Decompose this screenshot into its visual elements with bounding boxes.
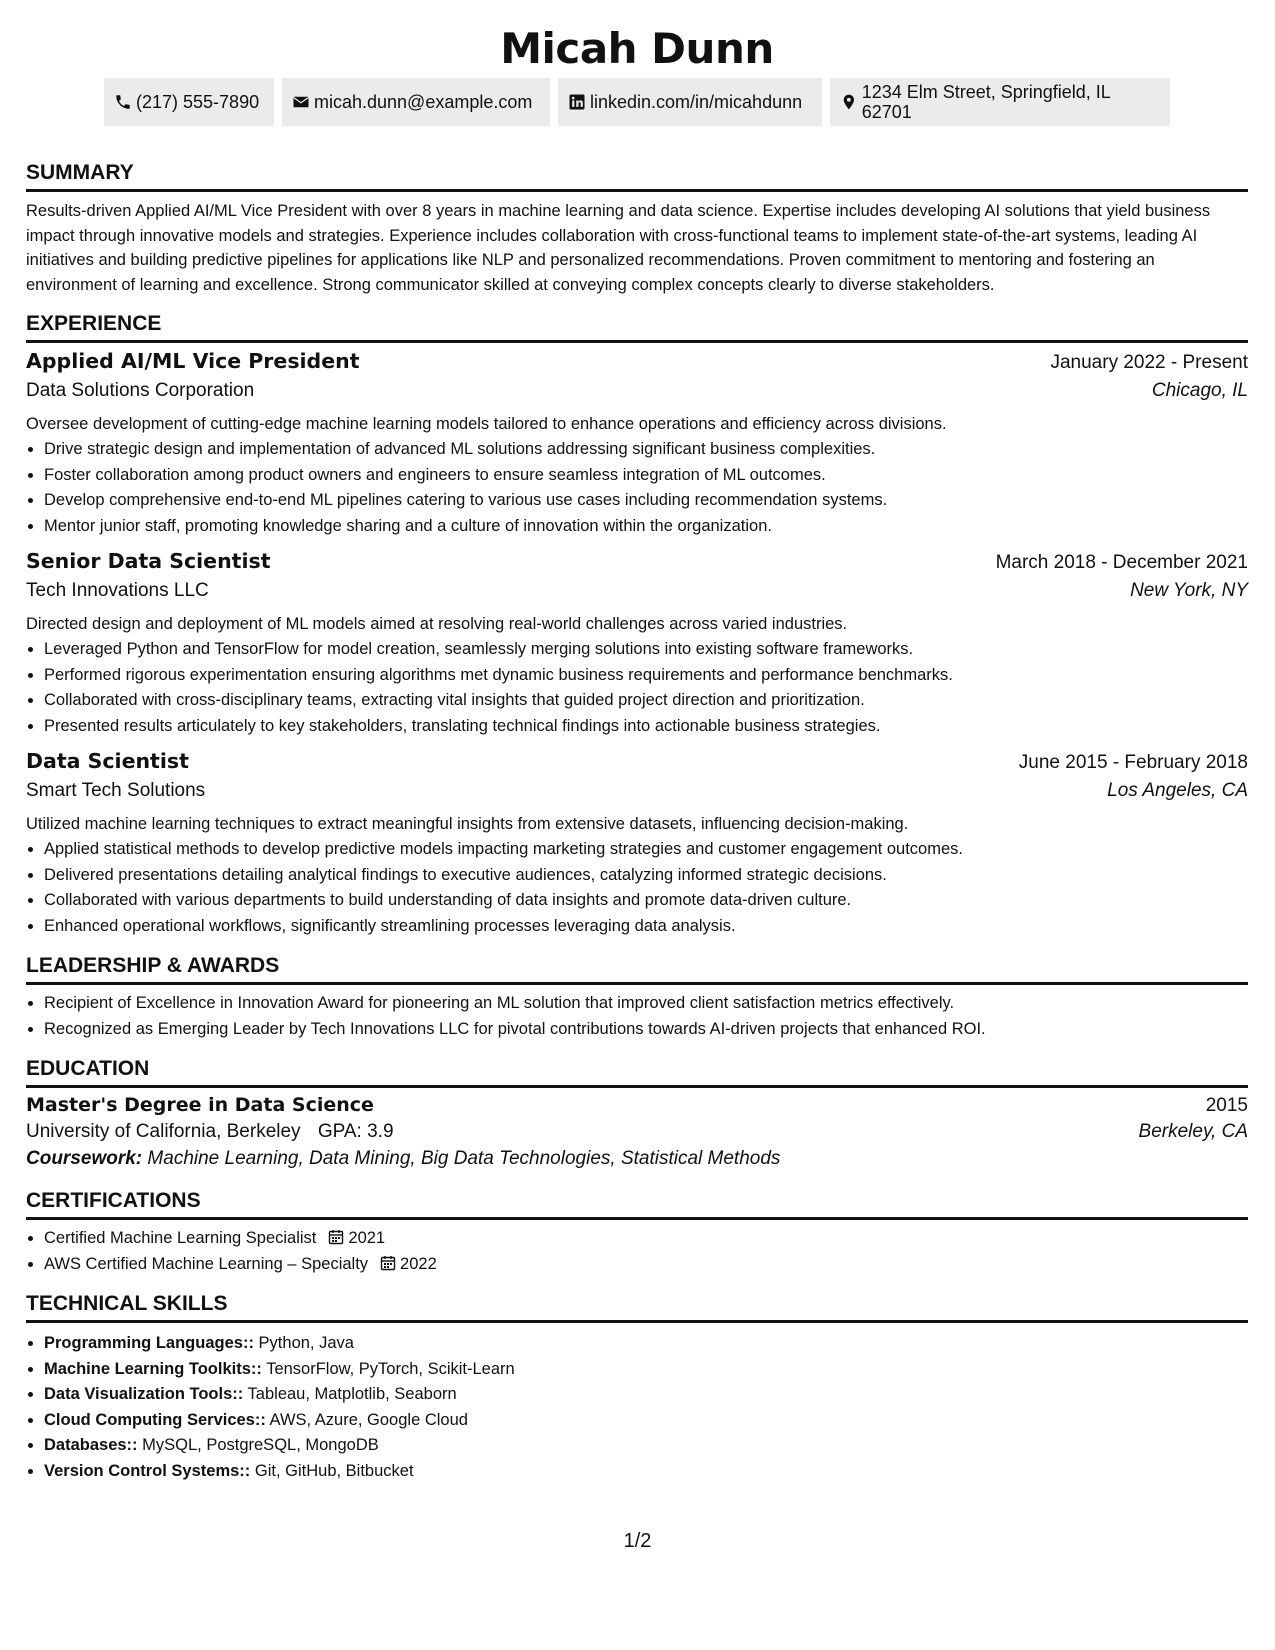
job-bullets	[26, 837, 1248, 939]
envelope-icon	[292, 93, 310, 111]
phone-text: (217) 555-7890	[136, 92, 260, 112]
list-item: • Drive strategic design and implementation of advanced ML solutions addressing significant business complexities.	[44, 437, 1248, 463]
skill-value: AWS, Azure, Google Cloud	[269, 1410, 468, 1429]
job-location: Los Angeles, CA	[1107, 780, 1248, 801]
phone-icon	[114, 93, 132, 111]
cert-year: 2021	[348, 1229, 386, 1247]
skill-value: TensorFlow, PyTorch, Scikit-Learn	[266, 1359, 515, 1378]
list-item	[44, 1408, 1248, 1434]
job-title: Applied AI/ML Vice President	[26, 349, 360, 373]
skill-label: Cloud Computing Services::	[44, 1410, 266, 1429]
email-text: micah.dunn@example.com	[314, 92, 533, 112]
list-item	[44, 1331, 1248, 1357]
list-item	[44, 1459, 1248, 1485]
education-section	[26, 1056, 1248, 1170]
section-title-education: EDUCATION	[26, 1056, 1248, 1088]
list-item	[44, 1382, 1248, 1408]
list-item: • Delivered presentations detailing analytical findings to executive audiences, catalyzing informed strategic decisions.	[44, 863, 1248, 889]
list-item	[44, 1357, 1248, 1383]
experience-section	[26, 311, 1248, 939]
calendar-icon	[380, 1255, 396, 1271]
skill-label: Programming Languages::	[44, 1334, 254, 1352]
job-entry	[26, 749, 1248, 939]
certifications-section	[26, 1188, 1248, 1277]
contact-linkedin[interactable]	[558, 78, 822, 126]
list-item: • Develop comprehensive end-to-end ML pipelines catering to various use cases including recommendation systems.	[44, 488, 1248, 514]
list-item: • Mentor junior staff, promoting knowledge sharing and a culture of innovation within the organization.	[44, 514, 1248, 540]
list-item: • Applied statistical methods to develop predictive models impacting marketing strategies and customer engagement outcomes.	[44, 837, 1248, 863]
list-item: • Collaborated with cross-disciplinary teams, extracting vital insights that guided project direction and prioritization.	[44, 688, 1248, 714]
job-dates: March 2018 - December 2021	[995, 552, 1248, 573]
section-title-certifications: CERTIFICATIONS	[26, 1188, 1248, 1220]
skill-label: Machine Learning Toolkits::	[44, 1359, 262, 1378]
candidate-name: Micah Dunn	[500, 24, 774, 73]
contact-email[interactable]	[282, 78, 550, 126]
school-location: Berkeley, CA	[1138, 1121, 1248, 1142]
job-bullets	[26, 437, 1248, 539]
list-item	[44, 1226, 1248, 1252]
job-bullets	[26, 637, 1248, 739]
cert-year: 2022	[400, 1254, 437, 1273]
skill-label: Data Visualization Tools::	[44, 1385, 244, 1403]
linkedin-icon	[568, 93, 586, 111]
certifications-list	[26, 1226, 1248, 1277]
leadership-list	[26, 991, 1248, 1042]
section-title-skills: TECHNICAL SKILLS	[26, 1291, 1248, 1323]
job-description: Directed design and deployment of ML models aimed at resolving real-world challenges across varied industries.	[26, 615, 848, 633]
job-title: Data Scientist	[26, 749, 189, 773]
list-item: • Enhanced operational workflows, significantly streamlining processes leveraging data analysis.	[44, 914, 1248, 940]
job-company: Data Solutions Corporation	[26, 380, 255, 401]
job-title: Senior Data Scientist	[26, 549, 271, 573]
skill-value: Python, Java	[258, 1334, 354, 1352]
calendar-icon	[328, 1229, 344, 1245]
job-description: Oversee development of cutting-edge machine learning models tailored to enhance operations and efficiency across divisions.	[26, 415, 947, 433]
skill-value: MySQL, PostgreSQL, MongoDB	[142, 1436, 379, 1454]
resume-page	[26, 0, 1248, 1484]
degree-year: 2015	[1205, 1095, 1248, 1116]
section-title-summary: SUMMARY	[26, 160, 1248, 192]
skills-list	[26, 1331, 1248, 1484]
skill-label: Databases::	[44, 1436, 138, 1454]
list-item: • Leveraged Python and TensorFlow for model creation, seamlessly merging solutions into existing software frameworks.	[44, 637, 1248, 663]
job-entry	[26, 549, 1248, 739]
section-title-leadership: LEADERSHIP & AWARDS	[26, 953, 1248, 985]
leadership-section	[26, 953, 1248, 1042]
contact-address[interactable]	[830, 78, 1170, 126]
list-item	[44, 1433, 1248, 1459]
job-location: New York, NY	[1130, 580, 1248, 601]
linkedin-text: linkedin.com/in/micahdunn	[590, 92, 803, 112]
job-dates: January 2022 - Present	[1050, 352, 1248, 373]
map-marker-icon	[840, 93, 858, 111]
job-location: Chicago, IL	[1151, 380, 1248, 401]
summary-section	[26, 160, 1248, 297]
coursework-label: Coursework:	[26, 1148, 143, 1169]
list-item: • Recipient of Excellence in Innovation Award for pioneering an ML solution that improved client satisfaction metrics effectively.	[44, 991, 1248, 1017]
skill-value: Git, GitHub, Bitbucket	[254, 1461, 414, 1480]
list-item: • Performed rigorous experimentation ensuring algorithms met dynamic business requirements and performance benchmarks.	[44, 663, 1248, 689]
list-item	[44, 1252, 1248, 1278]
address-text: 1234 Elm Street, Springfield, IL 62701	[861, 82, 1111, 122]
job-description: Utilized machine learning techniques to extract meaningful insights from extensive datasets, influencing decision-making.	[26, 815, 909, 833]
skills-section	[26, 1291, 1248, 1484]
summary-text: Results-driven Applied AI/ML Vice President with over 8 years in machine learning and data science. Expertise includes developing AI solutions that yield business impact through innovative models and strategies. Experience includes collaboration with cross-functional teams to implement state-of-the-art systems, leading AI initiatives and building predictive pipelines for applications like NLP and personalized recommendations. Proven commitment to mentoring and fostering an environment of learning and excellence. Strong communicator skilled at conveying complex concepts clearly to diverse stakeholders.	[26, 202, 1211, 294]
skill-value: Tableau, Matplotlib, Seaborn	[247, 1385, 457, 1403]
list-item: • Collaborated with various departments to build understanding of data insights and promote data-driven culture.	[44, 888, 1248, 914]
cert-name: AWS Certified Machine Learning – Specialty	[44, 1254, 369, 1273]
job-entry	[26, 349, 1248, 539]
coursework-list: Machine Learning, Data Mining, Big Data Technologies, Statistical Methods	[147, 1148, 781, 1169]
list-item: • Recognized as Emerging Leader by Tech Innovations LLC for pivotal contributions towards AI-driven projects that enhanced ROI.	[44, 1017, 1248, 1043]
job-company: Tech Innovations LLC	[26, 580, 209, 601]
school-name: University of California, Berkeley	[26, 1121, 301, 1142]
job-company: Smart Tech Solutions	[26, 780, 206, 801]
page-number: 1/2	[623, 1530, 652, 1552]
coursework	[26, 1148, 1248, 1170]
contact-phone[interactable]	[104, 78, 274, 126]
degree-title: Master's Degree in Data Science	[26, 1094, 374, 1116]
cert-name: Certified Machine Learning Specialist	[44, 1229, 317, 1247]
job-dates: June 2015 - February 2018	[1018, 752, 1248, 773]
contact-bar	[26, 78, 1248, 126]
list-item: • Presented results articulately to key stakeholders, translating technical findings into actionable business strategies.	[44, 714, 1248, 740]
gpa: GPA: 3.9	[317, 1121, 394, 1142]
section-title-experience: EXPERIENCE	[26, 311, 1248, 343]
list-item: • Foster collaboration among product owners and engineers to ensure seamless integration of ML outcomes.	[44, 463, 1248, 489]
skill-label: Version Control Systems::	[44, 1461, 251, 1480]
